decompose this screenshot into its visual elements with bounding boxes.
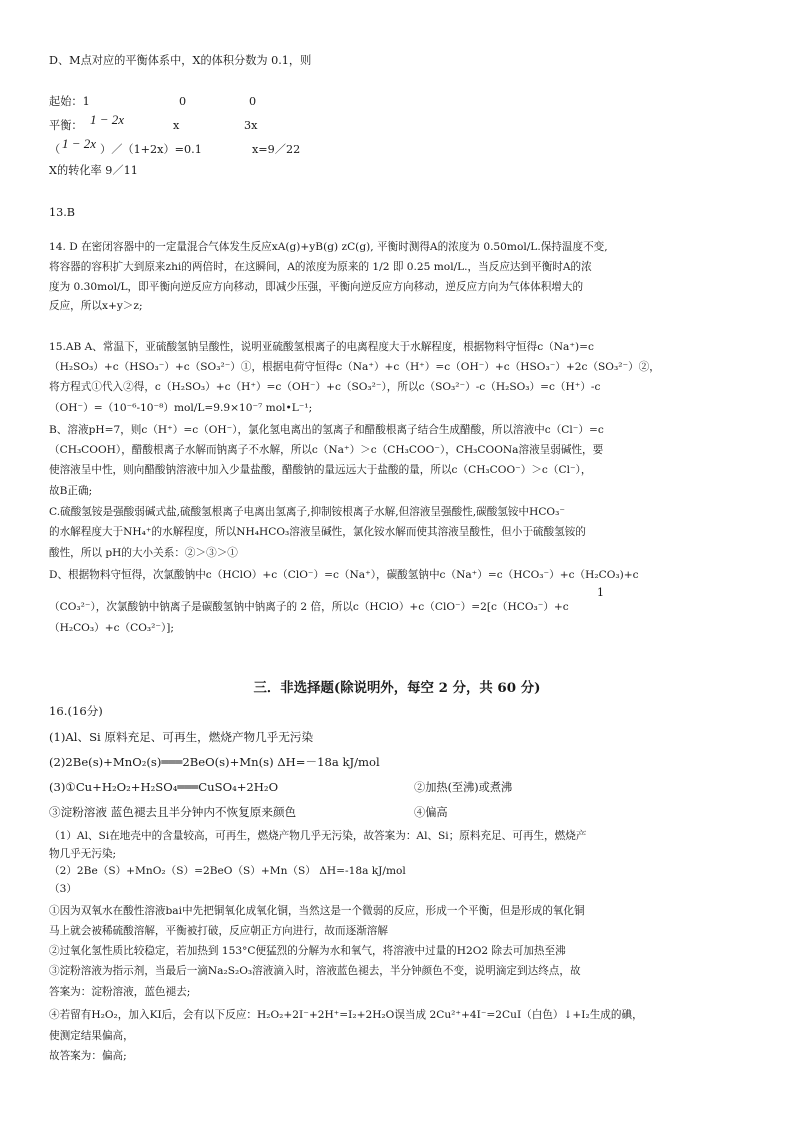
q14-line-3: 度为 0.30mol/L，即平衡向逆反应方向移动，即减少压强，平衡向逆反应方向移动，逆反应方向为气体体积增大的 bbox=[49, 281, 584, 293]
q13-answer: 13.B bbox=[49, 206, 76, 219]
q15-line-5: B、溶液pH=7，则c（H⁺）=c（OH⁻），氯化氢电离出的氢离子和醋酸根离子结合生成醋酸，所以溶液中c（Cl⁻）=c bbox=[49, 424, 604, 436]
q16-answer-3-right: ②加热(至沸)或煮沸 bbox=[414, 781, 513, 794]
q14-line-1: 14. D 在密闭容器中的一定量混合气体发生反应xA(g)+yB(g) zC(g), 平衡时测得A的浓度为 0.50mol/L.保持温度不变, bbox=[49, 241, 608, 253]
q15-line-9: C.硫酸氢铵是强酸弱碱式盐,硫酸氢根离子电离出氢离子,抑制铵根离子水解,但溶液呈强酸性,碳酸氢铵中HCO₃⁻ bbox=[49, 506, 565, 518]
q15-line-3: 将方程式①代入②得，c（H₂SO₃）+c（H⁺）=c（OH⁻）+c（SO₃²⁻），所以c（SO₃²⁻）-c（H₂SO₃）=c（H⁺）-c bbox=[49, 381, 601, 393]
q15-line-13: （CO₃²⁻），次氯酸钠中钠离子是碳酸氢钠中钠离子的 2 倍，所以c（HClO）+c（ClO⁻）=2[c（HCO₃⁻）+c bbox=[49, 601, 569, 613]
q16-explanation-1: （1）Al、Si在地壳中的含量较高，可再生，燃烧产物几乎无污染，故答案为：Al、Si；原料充足、可再生，燃烧产 bbox=[49, 830, 587, 842]
eq-row-value-1: 1 − 2x bbox=[90, 112, 125, 127]
eq-paren-open: （ bbox=[49, 143, 61, 156]
q15-line-7: 使溶液呈中性，则向醋酸钠溶液中加入少量盐酸，醋酸钠的量远远大于盐酸的量，所以c（CH₃COO⁻）＞c（Cl⁻）， bbox=[49, 464, 592, 476]
q15-line-8: 故B正确; bbox=[49, 485, 93, 497]
q15-fraction-numerator: 1 bbox=[597, 586, 604, 599]
q15-line-10: 的水解程度大于NH₄⁺的水解程度，所以NH₄HCO₃溶液呈碱性，氯化铵水解而使其溶液呈酸性，但小于硫酸氢铵的 bbox=[49, 526, 586, 538]
start-row-value-3: 0 bbox=[249, 95, 257, 108]
q16-explanation-11: 使测定结果偏高， bbox=[49, 1030, 134, 1042]
q16-answer-4-left: ③淀粉溶液 蓝色褪去且半分钟内不恢复原来颜色 bbox=[49, 805, 297, 819]
start-row-label: 起始：1 bbox=[49, 95, 90, 108]
q16-explanation-12: 故答案为：偏高; bbox=[49, 1050, 127, 1062]
section-3-heading: 三．非选择题(除说明外，每空 2 分，共 60 分) bbox=[253, 680, 541, 696]
conversion-rate: X的转化率 9／11 bbox=[49, 164, 138, 177]
q16-explanation-5: ①因为双氧水在酸性溶液bai中先把铜氧化成氧化铜，当然这是一个微弱的反应，形成一个平衡，但是形成的氧化铜 bbox=[49, 905, 585, 917]
part-d-intro: D、M点对应的平衡体系中，X的体积分数为 0.1，则 bbox=[49, 54, 312, 67]
q16-explanation-8: ③淀粉溶液为指示剂，当最后一滴Na₂S₂O₃溶液滴入时，溶液蓝色褪去，半分钟颜色不变，说明滴定到达终点，故 bbox=[49, 965, 581, 977]
q14-line-2: 将容器的容积扩大到原来zhi的两倍时，在这瞬间，A的浓度为原来的 1/2 即 0.25 mol/L.，当反应达到平衡时A的浓 bbox=[49, 261, 592, 273]
q16-answer-3-left: (3)①Cu+H₂O₂+H₂SO₄═══CuSO₄+2H₂O bbox=[49, 780, 279, 794]
q16-answer-4-right: ④偏高 bbox=[414, 806, 448, 819]
q15-line-12: D、根据物料守恒得，次氯酸钠中c（HClO）+c（ClO⁻）=c（Na⁺），碳酸氢钠中c（Na⁺）=c（HCO₃⁻）+c（H₂CO₃)+c bbox=[49, 569, 639, 581]
eq-row-value-2: x bbox=[173, 119, 180, 132]
q16-explanation-7: ②过氧化氢性质比较稳定，若加热到 153°C便猛烈的分解为水和氧气，将溶液中过量的H2O2 除去可加热至沸 bbox=[49, 945, 566, 957]
q15-line-1: 15.AB A、常温下，亚硫酸氢钠呈酸性，说明亚硫酸氢根离子的电离程度大于水解程度，根据物料守恒得c（Na⁺)=c bbox=[49, 341, 594, 353]
q15-line-2: （H₂SO₃）+c（HSO₃⁻）+c（SO₃²⁻）①，根据电荷守恒得c（Na⁺）+c（H⁺）=c（OH⁻）+c（HSO₃⁻）+2c（SO₃²⁻）②， bbox=[49, 361, 660, 373]
q15-line-11: 酸性，所以 pH的大小关系：②＞③＞① bbox=[49, 547, 238, 559]
eq-expression: ）／（1+2x）=0.1 bbox=[100, 143, 202, 156]
eq-row-label: 平衡： bbox=[49, 119, 83, 132]
eq-row-value-3: 3x bbox=[244, 119, 258, 132]
q16-explanation-9: 答案为：淀粉溶液，蓝色褪去; bbox=[49, 986, 191, 998]
q16-explanation-6: 马上就会被稀硫酸溶解，平衡被打破，反应朝正方向进行，故而逐渐溶解 bbox=[49, 925, 388, 937]
q16-answer-1: (1)Al、Si 原料充足、可再生，燃烧产物几乎无污染 bbox=[49, 730, 314, 744]
eq-fraction-numerator: 1 − 2x bbox=[62, 136, 97, 151]
q16-explanation-3: （2）2Be（S）+MnO₂（S）=2BeO（S）+Mn（S） ΔH=-18a kJ/mol bbox=[49, 865, 406, 877]
start-row-value-2: 0 bbox=[179, 95, 187, 108]
q16-explanation-10: ④若留有H₂O₂，加入KI后，会有以下反应：H₂O₂+2I⁻+2H⁺=I₂+2H₂O误当成 2Cu²⁺+4I⁻=2CuI（白色）↓+I₂生成的碘， bbox=[49, 1009, 643, 1021]
q15-line-14: （H₂CO₃）+c（CO₃²⁻）]; bbox=[49, 622, 174, 634]
q15-line-4: （OH⁻）=（10⁻⁶-10⁻⁸）mol/L=9.9×10⁻⁷ mol•L⁻¹; bbox=[49, 402, 313, 414]
q14-line-4: 反应，所以x+y＞z; bbox=[49, 300, 143, 312]
q16-answer-2: (2)2Be(s)+MnO₂(s)═══2BeO(s)+Mn(s) ΔH=－18a kJ/mol bbox=[49, 755, 380, 769]
eq-solution-x: x=9／22 bbox=[252, 143, 301, 156]
q16-explanation-2: 物几乎无污染; bbox=[49, 848, 117, 860]
q16-explanation-4: （3） bbox=[49, 883, 77, 895]
q16-title: 16.(16分) bbox=[49, 704, 103, 718]
q15-line-6: （CH₃COOH），醋酸根离子水解而钠离子不水解，所以c（Na⁺）＞c（CH₃COO⁻），CH₃COONa溶液呈弱碱性，要 bbox=[49, 444, 604, 456]
